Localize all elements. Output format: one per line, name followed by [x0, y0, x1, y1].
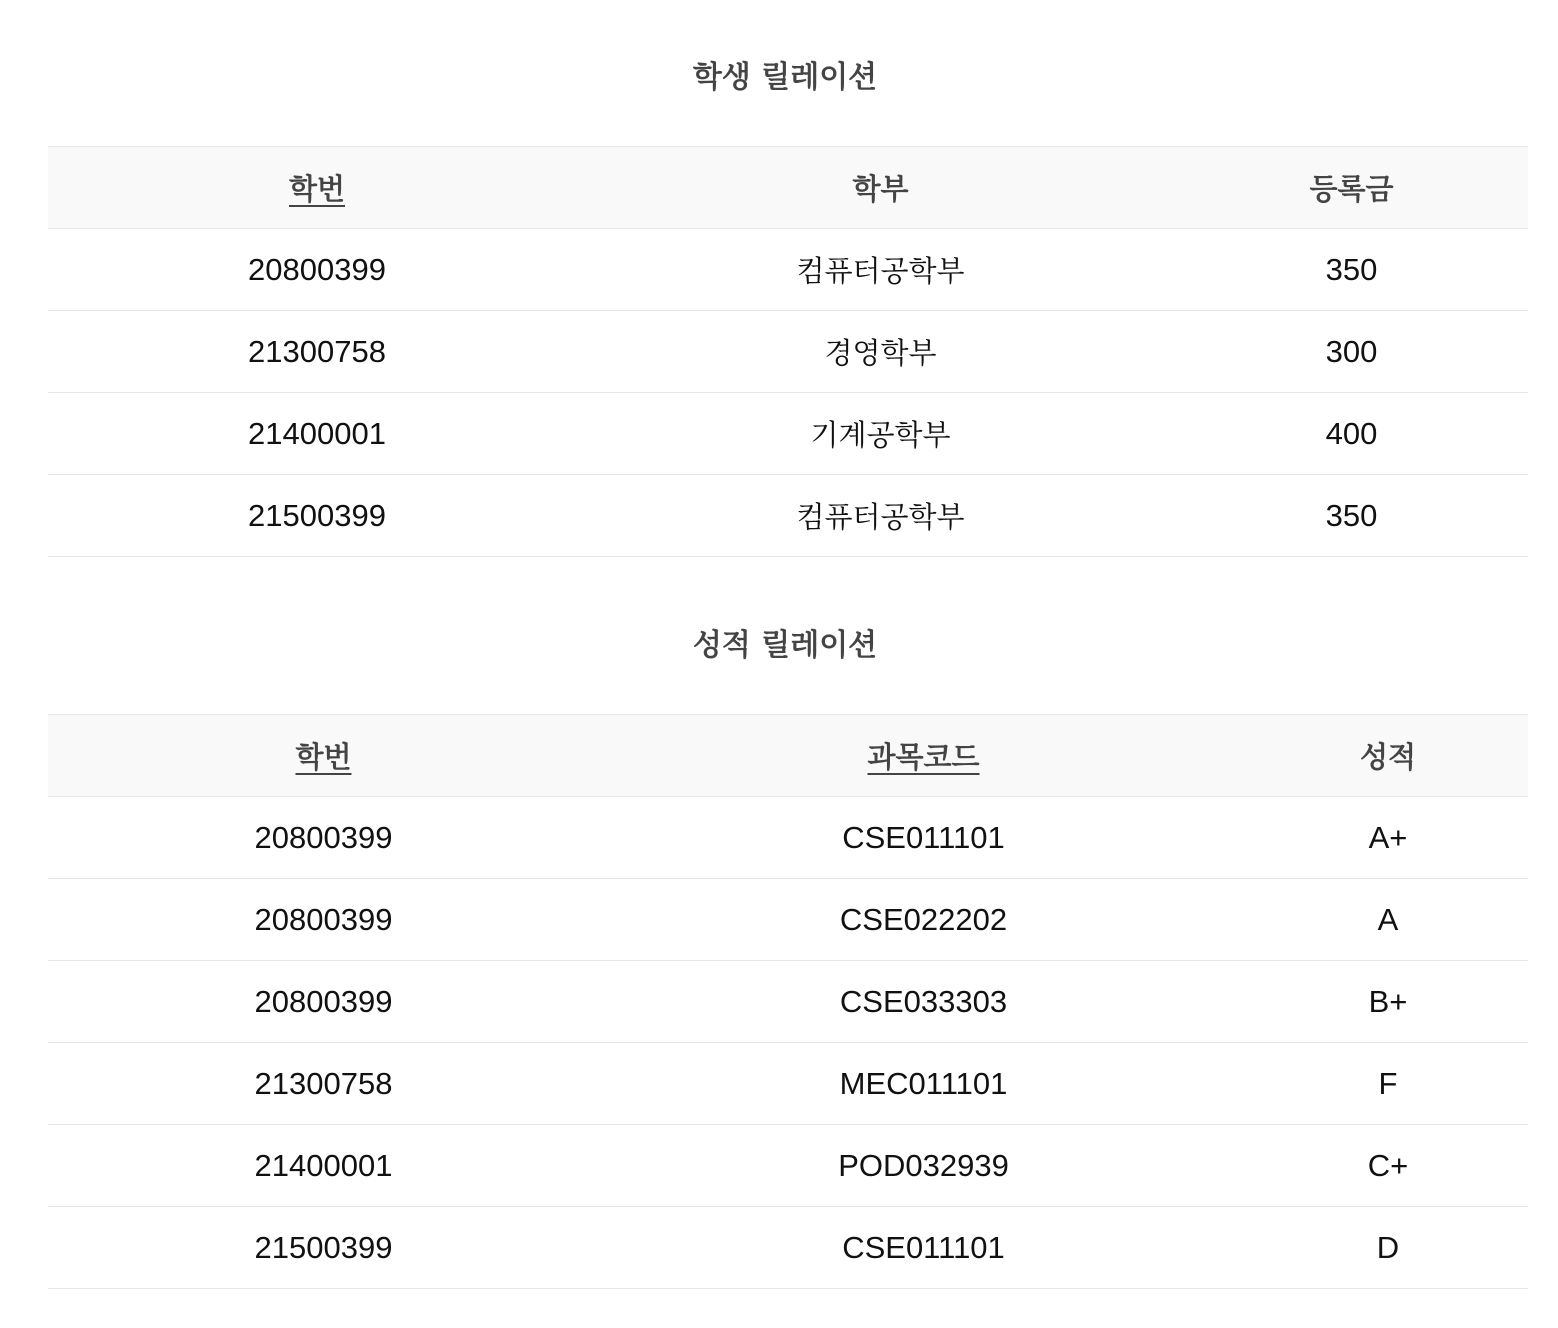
student-relation-table	[48, 146, 1528, 557]
cell-grade: D	[1248, 1207, 1528, 1289]
table-header-row	[48, 715, 1528, 797]
table-row	[48, 475, 1528, 557]
cell-course-code: POD032939	[599, 1125, 1248, 1207]
column-header-student-id: 학번	[48, 715, 599, 797]
column-header-grade: 성적	[1248, 715, 1528, 797]
cell-grade: F	[1248, 1043, 1528, 1125]
cell-course-code: MEC011101	[599, 1043, 1248, 1125]
cell-department: 기계공학부	[586, 393, 1175, 475]
table-row	[48, 1125, 1528, 1207]
cell-grade: B+	[1248, 961, 1528, 1043]
cell-course-code: CSE011101	[599, 797, 1248, 879]
table-row	[48, 797, 1528, 879]
cell-course-code: CSE011101	[599, 1207, 1248, 1289]
column-header-course-code: 과목코드	[599, 715, 1248, 797]
table-row	[48, 393, 1528, 475]
cell-student-id: 21400001	[48, 1125, 599, 1207]
cell-student-id: 20800399	[48, 229, 586, 311]
cell-grade: C+	[1248, 1125, 1528, 1207]
column-header-department: 학부	[586, 147, 1175, 229]
cell-department: 컴퓨터공학부	[586, 229, 1175, 311]
grade-relation-title: 성적 릴레이션	[692, 628, 878, 663]
cell-student-id: 20800399	[48, 879, 599, 961]
cell-student-id: 20800399	[48, 797, 599, 879]
table-row	[48, 961, 1528, 1043]
table-row	[48, 1207, 1528, 1289]
column-header-student-id: 학번	[48, 147, 586, 229]
cell-department: 컴퓨터공학부	[586, 475, 1175, 557]
table-row	[48, 1043, 1528, 1125]
cell-department: 경영학부	[586, 311, 1175, 393]
table-row	[48, 229, 1528, 311]
cell-tuition: 400	[1175, 393, 1528, 475]
cell-tuition: 350	[1175, 475, 1528, 557]
cell-student-id: 21500399	[48, 1207, 599, 1289]
column-header-tuition: 등록금	[1175, 147, 1528, 229]
grade-relation-table	[48, 714, 1528, 1289]
table-row	[48, 879, 1528, 961]
cell-student-id: 21400001	[48, 393, 586, 475]
cell-student-id: 21500399	[48, 475, 586, 557]
cell-grade: A+	[1248, 797, 1528, 879]
cell-grade: A	[1248, 879, 1528, 961]
table-header-row	[48, 147, 1528, 229]
cell-course-code: CSE033303	[599, 961, 1248, 1043]
cell-student-id: 20800399	[48, 961, 599, 1043]
cell-student-id: 21300758	[48, 1043, 599, 1125]
table-row	[48, 311, 1528, 393]
cell-student-id: 21300758	[48, 311, 586, 393]
cell-course-code: CSE022202	[599, 879, 1248, 961]
student-relation-title: 학생 릴레이션	[692, 60, 878, 95]
cell-tuition: 300	[1175, 311, 1528, 393]
cell-tuition: 350	[1175, 229, 1528, 311]
